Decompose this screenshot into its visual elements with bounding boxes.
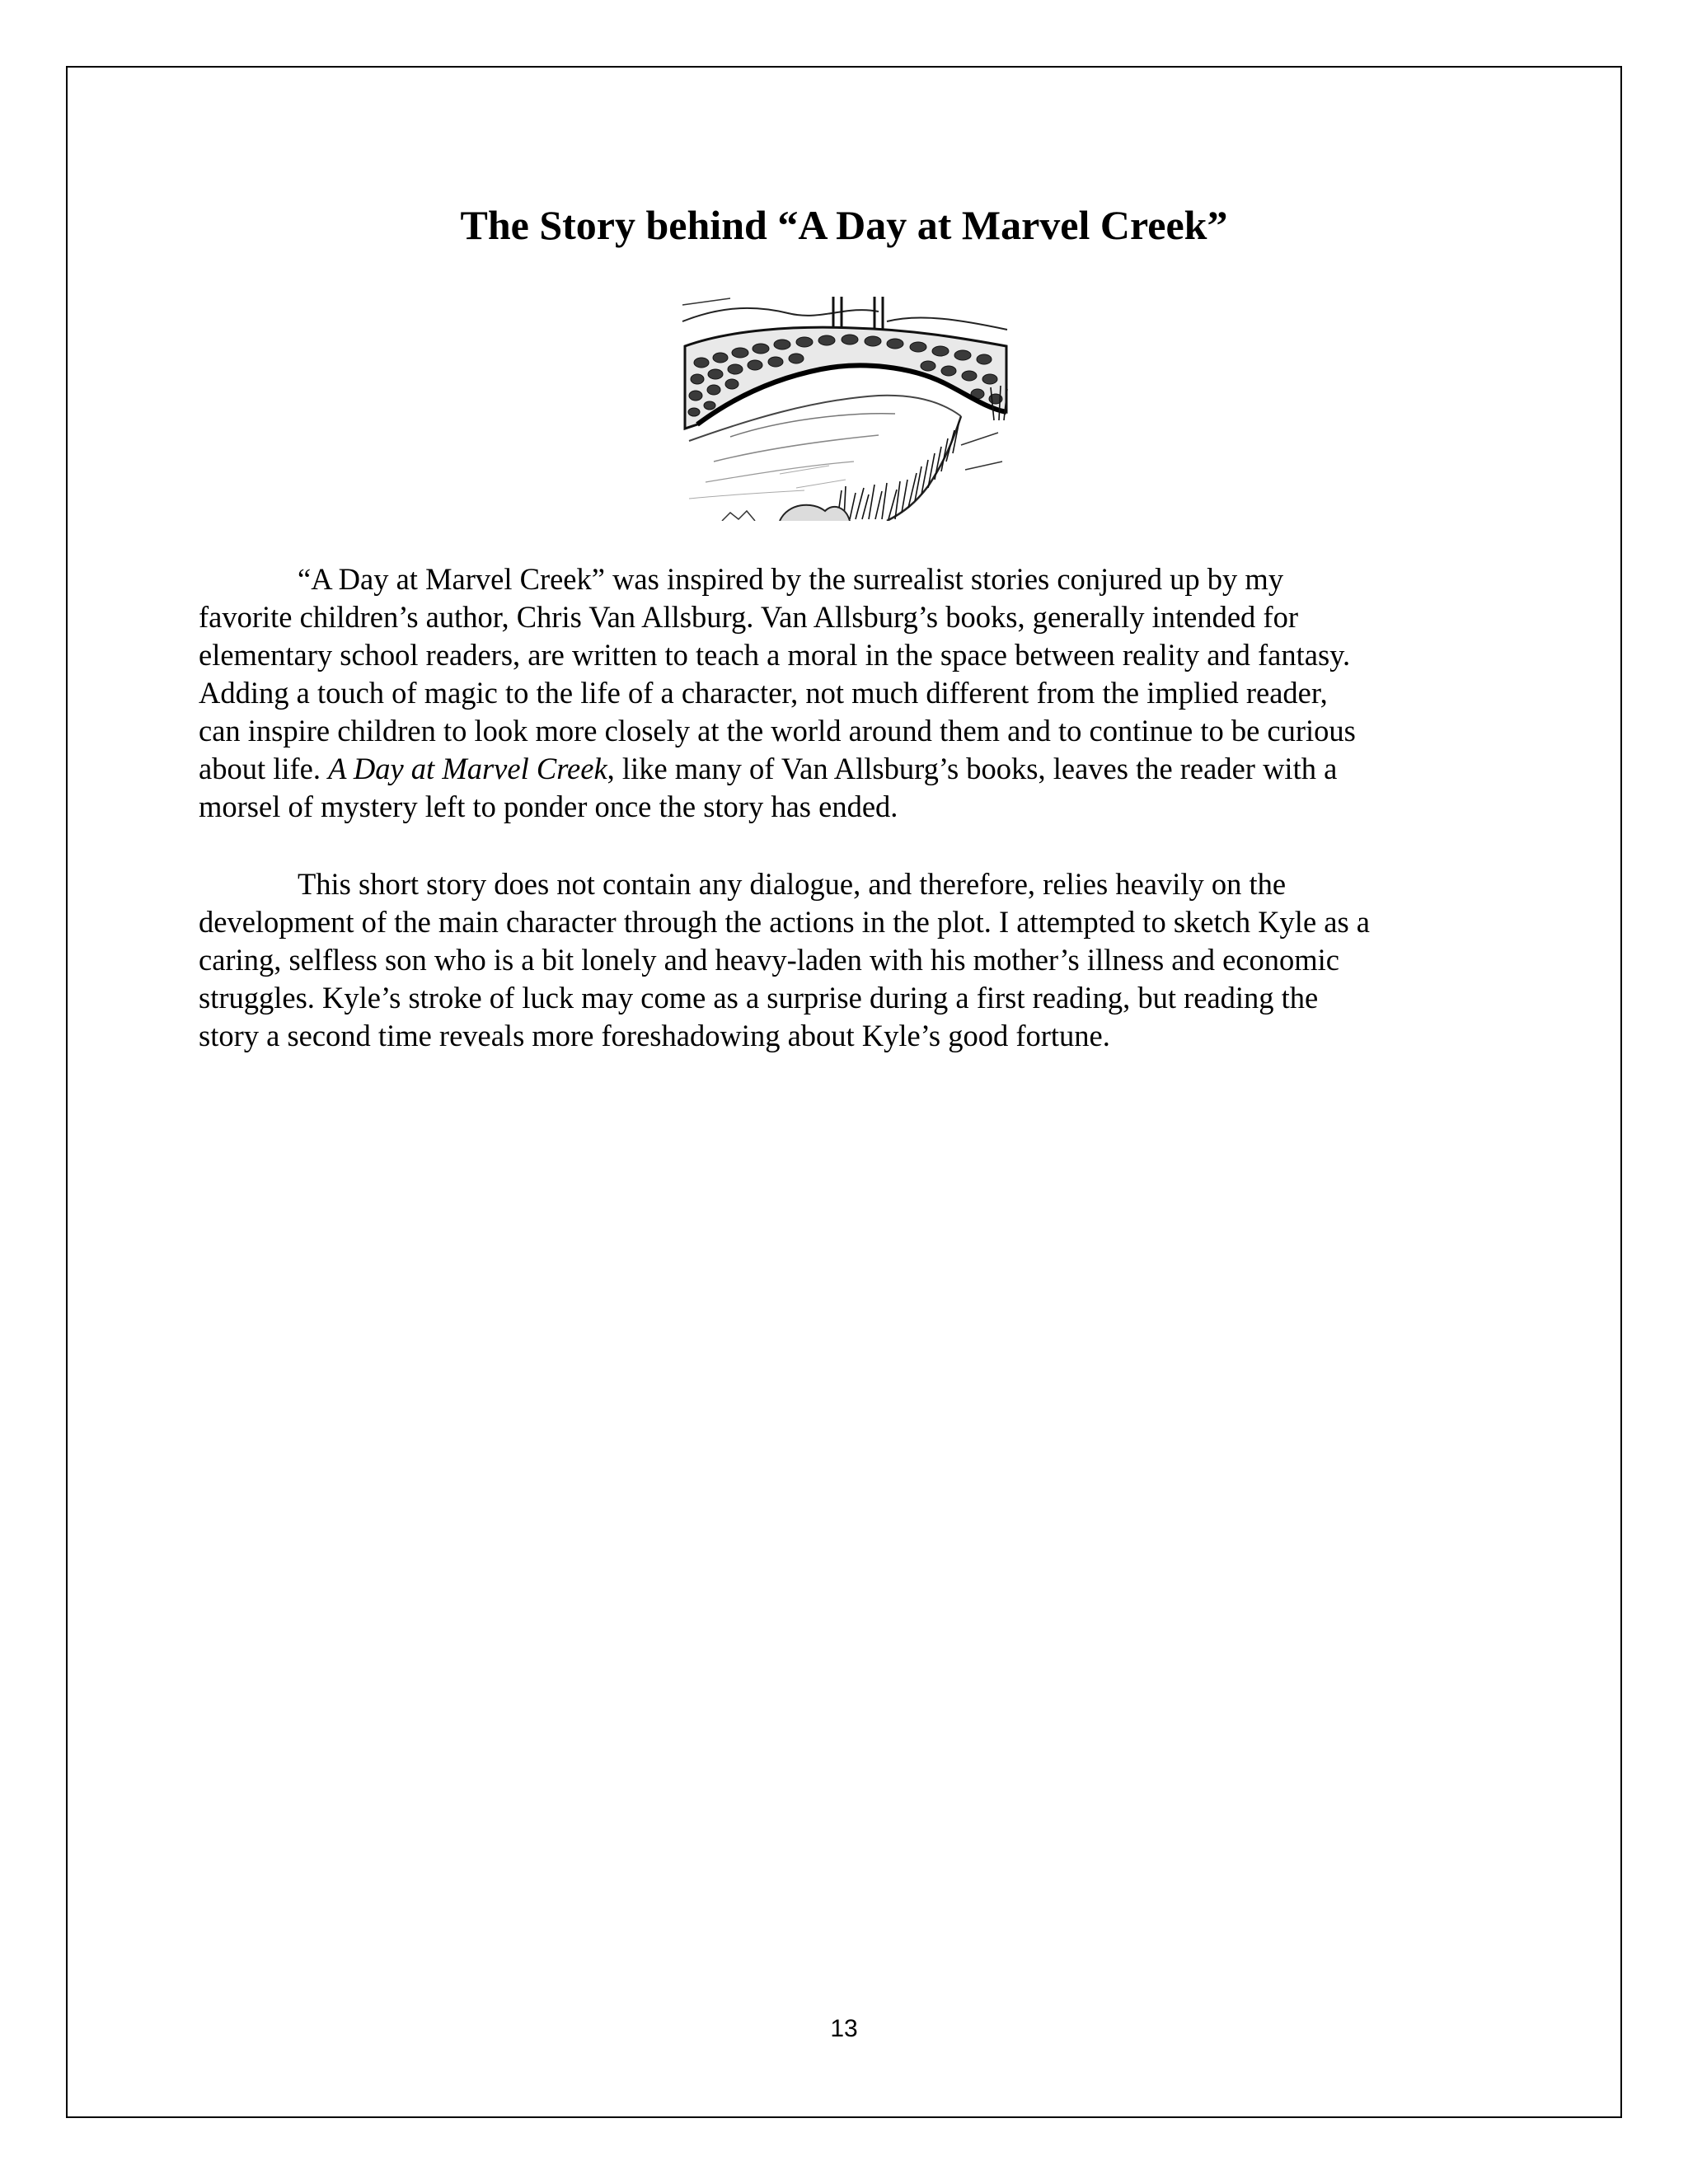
paragraph-2-line-1: This short story does not contain any dialogue, and therefore, relies heavily on the <box>298 867 1287 901</box>
book-title-italic: A Day at Marvel Creek <box>328 752 607 785</box>
paragraph-1-line-6-end: , like many of Van Allsburg’s books, leaves the reader with a <box>607 752 1338 785</box>
paragraph-1-line-3: elementary school readers, are written to teach a moral in the space between reality and fantasy. <box>199 638 1351 672</box>
paragraph-1-line-2: favorite children’s author, Chris Van Allsburg. Van Allsburg’s books, generally intended for <box>199 600 1298 634</box>
paragraph-2 <box>199 865 1517 1055</box>
paragraph-1-line-4: Adding a touch of magic to the life of a character, not much different from the implied reader, <box>199 676 1328 710</box>
page-title: The Story behind “A Day at Marvel Creek” <box>460 202 1228 248</box>
paragraph-1-line-6 <box>199 750 1517 788</box>
paragraph-1-line-5: can inspire children to look more closely at the world around them and to continue to be curious <box>199 714 1356 748</box>
paragraph-2-line-2: development of the main character through the actions in the plot. I attempted to sketch Kyle as a <box>199 905 1371 939</box>
page-number: 13 <box>830 2015 858 2042</box>
paragraph-1-line-7: morsel of mystery left to ponder once the story has ended. <box>199 790 898 823</box>
paragraph-1-line-6-start: about life. <box>199 752 329 785</box>
paragraph-1-line-1: “A Day at Marvel Creek” was inspired by the surrealist stories conjured up by my <box>298 562 1284 596</box>
paragraph-2-line-3: caring, selfless son who is a bit lonely and heavy-laden with his mother’s illness and economic <box>199 943 1340 977</box>
paragraph-2-line-4: struggles. Kyle’s stroke of luck may come as a surprise during a first reading, but reading the <box>199 981 1319 1015</box>
stone-bridge-illustration <box>681 297 1009 521</box>
paragraph-1 <box>199 560 1517 826</box>
paragraph-2-line-5: story a second time reveals more foreshadowing about Kyle’s good fortune. <box>199 1019 1110 1052</box>
